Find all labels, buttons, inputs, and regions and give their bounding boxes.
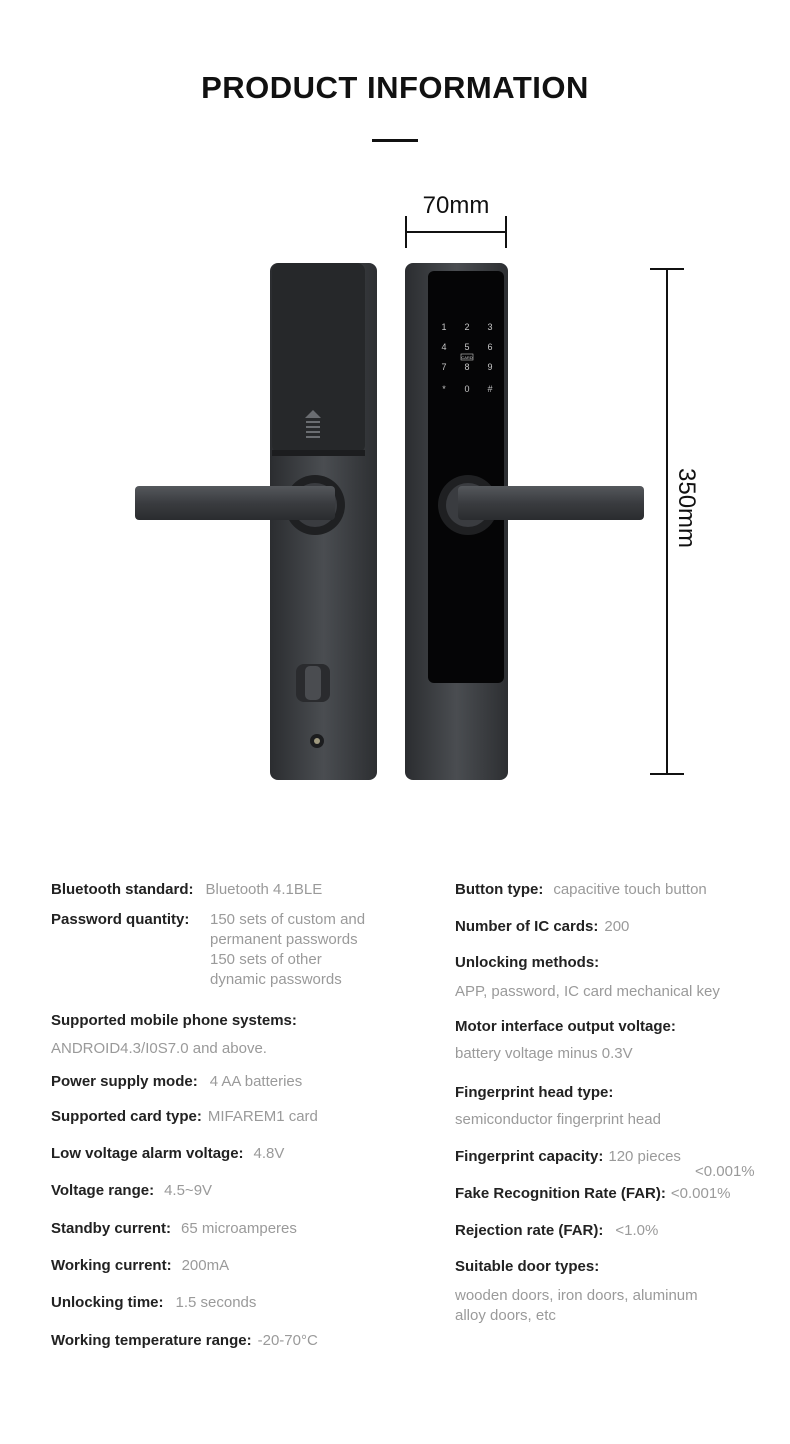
spec-working-current: [51, 1256, 229, 1276]
spec-unlock-time: [51, 1293, 256, 1313]
page-title: PRODUCT INFORMATION: [201, 70, 589, 105]
spec-door-types: [455, 1257, 599, 1277]
spec-value: MIFAREM1 card: [207, 1108, 318, 1125]
spec-value: 200mA: [181, 1257, 230, 1274]
spec-value: 65 microamperes: [181, 1220, 297, 1237]
spec-label: Motor interface output voltage:: [455, 1018, 676, 1035]
spec-low-voltage: [51, 1144, 284, 1164]
spec-value: <0.001%: [670, 1185, 731, 1202]
spec-label: Voltage range:: [51, 1182, 155, 1199]
spec-motor-voltage: [455, 1017, 676, 1037]
spec-value: 200: [604, 918, 630, 935]
spec-label: Fingerprint capacity:: [455, 1148, 604, 1165]
spec-label: Low voltage alarm voltage:: [51, 1145, 244, 1162]
spec-value: wooden doors, iron doors, aluminum: [455, 1287, 698, 1304]
spec-value: 4.5~9V: [164, 1182, 213, 1199]
spec-rejection-rate: [455, 1221, 658, 1241]
height-label: 350mm: [673, 468, 700, 549]
spec-value: 1.5 seconds: [175, 1294, 257, 1311]
spec-label: Power supply mode:: [51, 1073, 198, 1090]
keypad-key[interactable]: #: [487, 384, 493, 394]
spec-door-values: [455, 1286, 698, 1326]
keypad-key[interactable]: 1: [441, 322, 447, 332]
spec-label: Rejection rate (FAR):: [455, 1222, 604, 1239]
spec-bluetooth: [51, 880, 322, 900]
keypad-key[interactable]: 6: [487, 342, 493, 352]
keypad-key[interactable]: 8: [464, 362, 470, 372]
keypad-key[interactable]: 9: [487, 362, 493, 372]
keypad-key[interactable]: 2: [464, 322, 470, 332]
spec-value: 150 sets of custom and: [210, 911, 366, 928]
keypad-key[interactable]: 0: [464, 384, 470, 394]
spec-label: Working current:: [51, 1257, 172, 1274]
spec-value: 4.8V: [253, 1145, 285, 1162]
spec-label: Standby current:: [51, 1220, 172, 1237]
spec-button-type: [455, 880, 707, 900]
width-dimension-line: [406, 216, 506, 248]
back-lock-body: [135, 263, 377, 780]
spec-password-values: [210, 910, 365, 990]
spec-value: 120 pieces: [608, 1148, 681, 1165]
spec-value: alloy doors, etc: [455, 1307, 556, 1324]
spec-voltage-range: [51, 1181, 212, 1201]
spec-label: Fake Recognition Rate (FAR):: [455, 1185, 666, 1202]
spec-fingerprint-capacity: [455, 1147, 681, 1167]
spec-standby: [51, 1219, 297, 1239]
spec-value: -20-70°C: [257, 1332, 318, 1349]
thumb-turn-icon: [296, 664, 330, 702]
spec-label: Number of IC cards:: [455, 918, 599, 935]
spec-label: Fingerprint head type:: [455, 1084, 614, 1101]
front-lock-body: [405, 263, 644, 780]
spec-label: Password quantity:: [51, 911, 190, 928]
spec-mobile: [51, 1011, 297, 1031]
spec-value: dynamic passwords: [210, 971, 342, 988]
spec-label: Unlocking time:: [51, 1294, 164, 1311]
spec-label: Unlocking methods:: [455, 954, 600, 971]
spec-card: [51, 1107, 318, 1127]
spec-label: Supported card type:: [51, 1108, 202, 1125]
width-label: 70mm: [422, 192, 490, 219]
keypad-key[interactable]: *: [442, 384, 446, 394]
spec-value: capacitive touch button: [553, 881, 707, 898]
spec-label: Bluetooth standard:: [51, 881, 194, 898]
spec-value: ANDROID4.3/I0S7.0 and above.: [51, 1040, 267, 1057]
spec-value: APP, password, IC card mechanical key: [455, 983, 720, 1000]
spec-value: 4 AA batteries: [209, 1073, 303, 1090]
spec-label: Working temperature range:: [51, 1332, 252, 1349]
keypad-key[interactable]: 4: [441, 342, 447, 352]
spec-unlocking-methods: [455, 953, 599, 973]
spec-label: Supported mobile phone systems:: [51, 1012, 297, 1029]
spec-label: Suitable door types:: [455, 1258, 600, 1275]
keyhole-icon: [310, 734, 324, 748]
spec-value-overlap: <0.001%: [695, 1163, 755, 1180]
spec-ic-cards: [455, 917, 629, 937]
keypad-key[interactable]: 5: [464, 342, 470, 352]
keypad-key[interactable]: 3: [487, 322, 493, 332]
spec-label: Button type:: [455, 881, 544, 898]
spec-password: [51, 910, 189, 930]
keypad-key[interactable]: 7: [441, 362, 447, 372]
spec-fingerprint-head: [455, 1083, 613, 1103]
spec-value: 150 sets of other: [210, 951, 322, 968]
spec-temperature: [51, 1331, 318, 1351]
spec-value: Bluetooth 4.1BLE: [205, 881, 323, 898]
spec-value: semiconductor fingerprint head: [455, 1111, 661, 1128]
spec-power: [51, 1072, 302, 1092]
card-reader-label: CARD: [461, 355, 473, 360]
spec-value: battery voltage minus 0.3V: [455, 1045, 633, 1062]
spec-value: permanent passwords: [210, 931, 358, 948]
spec-far: [455, 1184, 731, 1204]
spec-value: <1.0%: [615, 1222, 659, 1239]
